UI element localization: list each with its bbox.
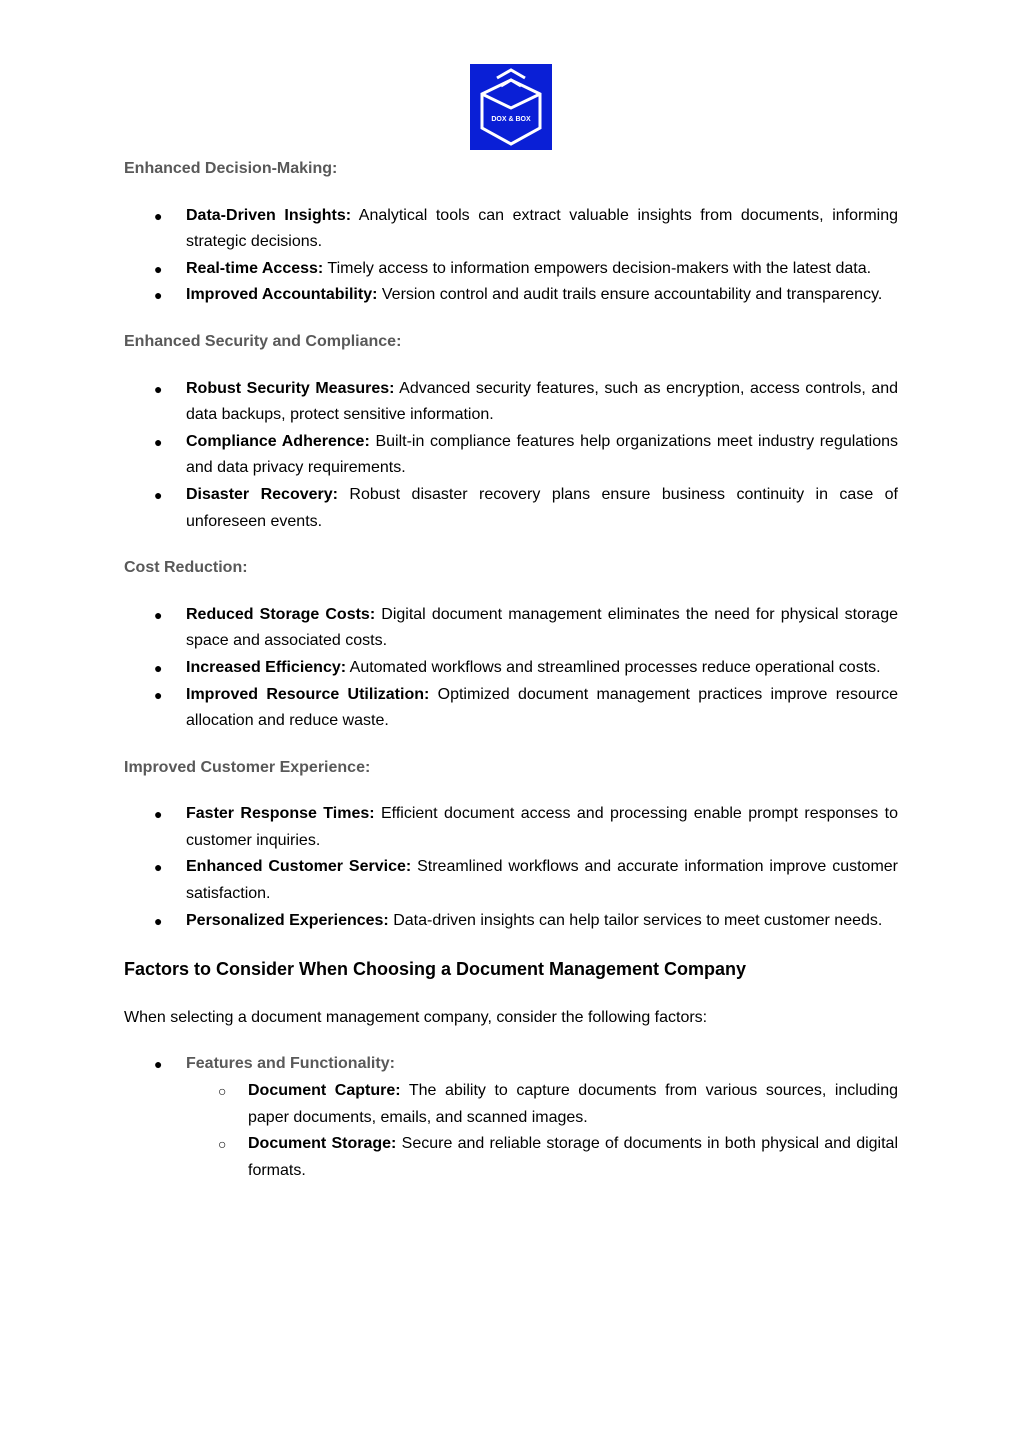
- section-heading: Enhanced Decision-Making:: [124, 160, 338, 177]
- list-item: [124, 602, 898, 655]
- bullet-icon: ●: [154, 912, 163, 929]
- list-item: [124, 908, 898, 935]
- factor-sublist: [186, 1078, 898, 1184]
- factors-list: [124, 1051, 898, 1184]
- item-text: Robust disaster recovery plans ensure business continuity in case of unforeseen events.: [186, 485, 898, 530]
- item-text: Efficient document access and processing enable prompt responses to customer inquiries.: [186, 805, 898, 849]
- item-text: Timely access to information empowers decision-makers with the latest data.: [323, 259, 872, 277]
- item-term: Disaster Recovery:: [186, 485, 338, 503]
- item-term: Robust Security Measures:: [186, 379, 395, 397]
- item-text: Advanced security features, such as encryption, access controls, and data backups, protect sensitive information.: [186, 379, 899, 424]
- list-item: [124, 376, 898, 429]
- item-term: Faster Response Times:: [186, 805, 375, 823]
- hollow-bullet-icon: ○: [218, 1136, 227, 1153]
- item-text: The ability to capture documents from various sources, including paper documents, emails, and scanned images.: [248, 1082, 899, 1126]
- item-text: Digital document management eliminates the need for physical storage space and associated costs.: [186, 605, 899, 650]
- sublist-item: [186, 1078, 898, 1131]
- item-term: Enhanced Customer Service:: [186, 858, 412, 876]
- list-item: [124, 1051, 898, 1184]
- list-item: [124, 203, 898, 256]
- item-term: Improved Resource Utilization:: [186, 685, 430, 703]
- list-item: [124, 482, 898, 535]
- bullet-icon: ●: [154, 260, 163, 277]
- bullet-icon: ●: [154, 859, 163, 876]
- bullet-icon: ●: [154, 287, 163, 304]
- item-text: Built-in compliance features help organizations meet industry regulations and data privacy requirements.: [186, 432, 899, 477]
- list-item: [124, 256, 898, 283]
- document-content: [124, 156, 898, 1184]
- dox-and-box-logo: [470, 64, 552, 150]
- list-item: [124, 854, 898, 907]
- bullet-icon: ●: [154, 1056, 163, 1073]
- item-text: Analytical tools can extract valuable insights from documents, informing strategic decisions.: [186, 206, 899, 251]
- section-heading: Enhanced Security and Compliance:: [124, 332, 402, 350]
- list-item: [124, 429, 898, 482]
- item-text: Version control and audit trails ensure accountability and transparency.: [377, 286, 883, 304]
- item-term: Improved Accountability:: [186, 286, 378, 304]
- bullet-icon: ●: [154, 207, 163, 224]
- bullet-icon: ●: [154, 686, 163, 703]
- section-heading: Improved Customer Experience:: [124, 758, 371, 776]
- list-item: [124, 282, 898, 309]
- bullet-icon: ●: [154, 659, 163, 676]
- list-item: [124, 801, 898, 854]
- factors-heading: Factors to Consider When Choosing a Document Management Company: [124, 959, 747, 980]
- item-text: Streamlined workflows and accurate information improve customer satisfaction.: [186, 858, 899, 903]
- section-heading: Cost Reduction:: [124, 559, 248, 577]
- list-item: [124, 682, 898, 735]
- item-text: Data-driven insights can help tailor services to meet customer needs.: [388, 911, 883, 929]
- list-item: [124, 655, 898, 682]
- item-term: Personalized Experiences:: [186, 911, 389, 929]
- section-list: [124, 801, 898, 934]
- bullet-icon: ●: [154, 433, 163, 450]
- bullet-icon: ●: [154, 606, 163, 623]
- item-term: Reduced Storage Costs:: [186, 605, 376, 623]
- item-text: Optimized document management practices improve resource allocation and reduce waste.: [186, 685, 898, 730]
- item-term: Document Capture:: [248, 1082, 401, 1100]
- bullet-icon: ●: [154, 806, 163, 823]
- item-term: Increased Efficiency:: [186, 658, 347, 676]
- hollow-bullet-icon: ○: [218, 1083, 227, 1100]
- sublist-item: [186, 1131, 898, 1184]
- item-text: Automated workflows and streamlined processes reduce operational costs.: [346, 658, 881, 676]
- section-list: [124, 203, 898, 309]
- bullet-icon: ●: [154, 380, 163, 397]
- factor-label: Features and Functionality:: [186, 1055, 395, 1073]
- section-list: [124, 602, 898, 735]
- item-term: Document Storage:: [248, 1135, 397, 1153]
- item-term: Data-Driven Insights:: [186, 206, 352, 224]
- section-list: [124, 376, 898, 536]
- item-text: Secure and reliable storage of documents in both physical and digital formats.: [248, 1135, 899, 1179]
- item-term: Compliance Adherence:: [186, 432, 370, 450]
- factors-intro: When selecting a document management company, consider the following factors:: [124, 1008, 708, 1026]
- bullet-icon: ●: [154, 486, 163, 503]
- svg-text:DOX & BOX: DOX & BOX: [491, 116, 531, 123]
- item-term: Real-time Access:: [186, 259, 324, 277]
